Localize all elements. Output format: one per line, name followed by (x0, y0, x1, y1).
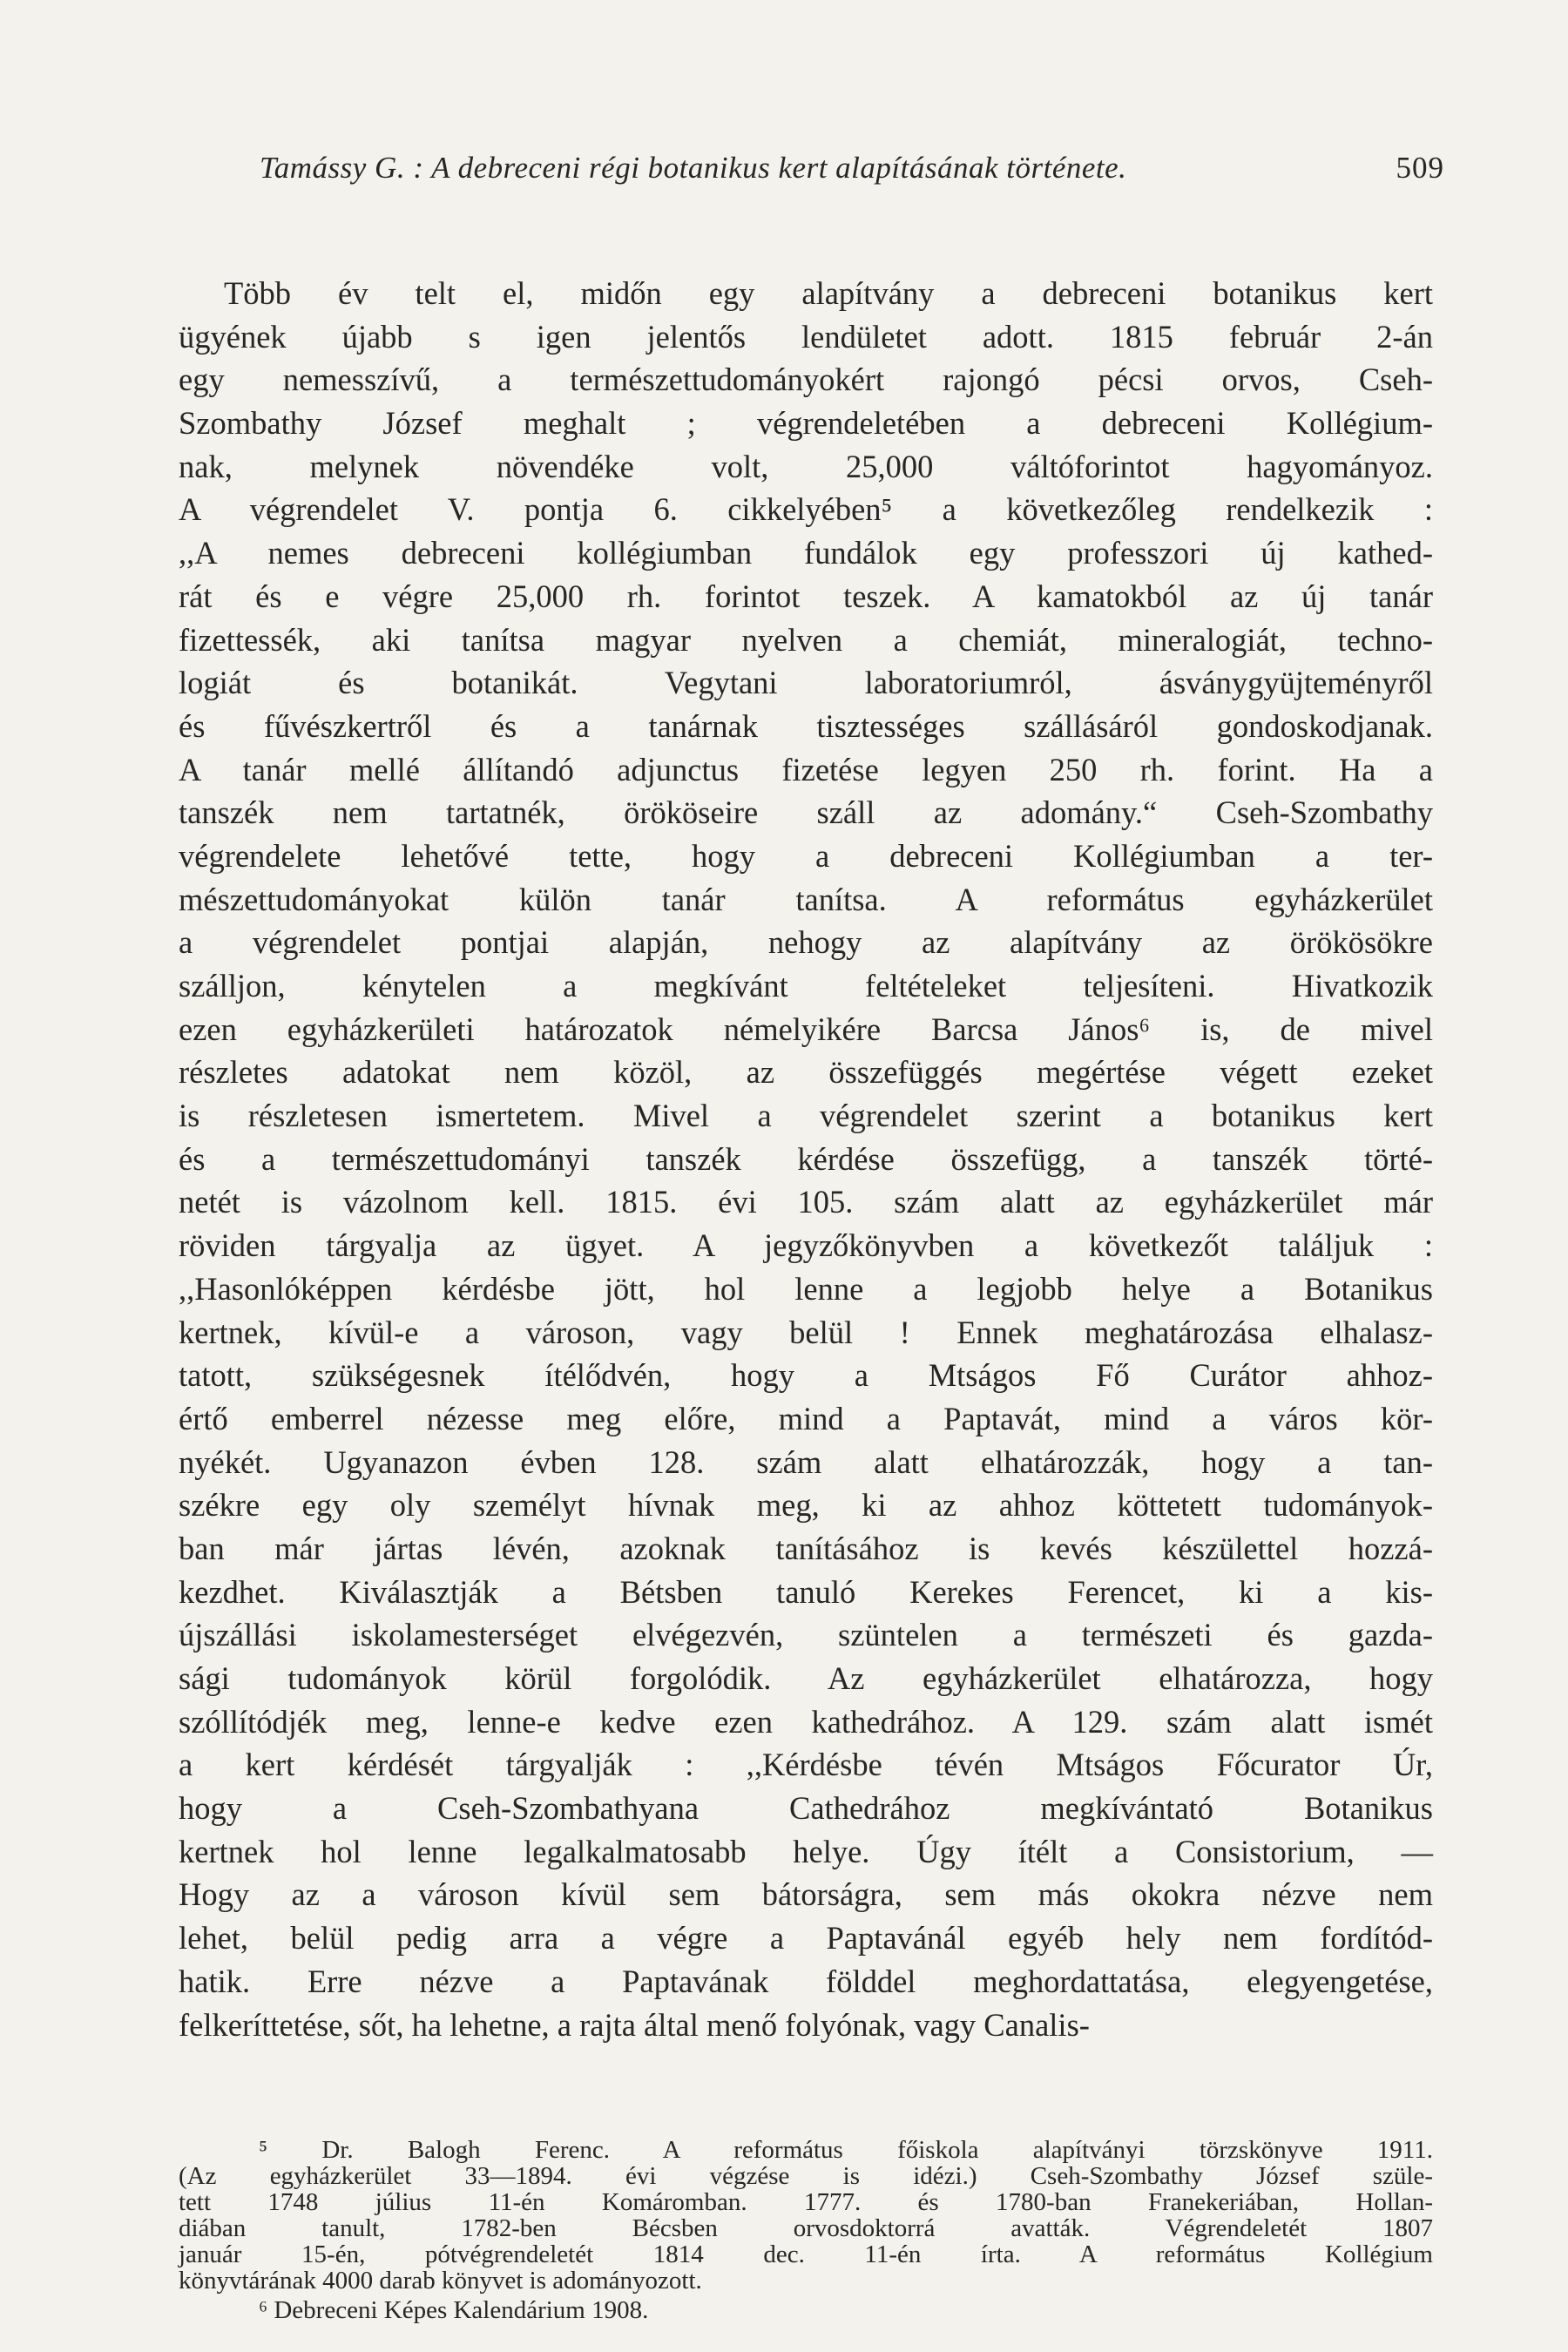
footnote-line: (Az egyházkerület 33—1894. évi végzése is idézi.) Cseh-Szombathy József szüle- (179, 2162, 1433, 2190)
text-line: sági tudományok körül forgolódik. Az egyházkerület elhatározza, hogy (179, 1660, 1433, 1696)
text-line: szóllítódjék meg, lenne-e kedve ezen kathedrához. A 129. szám alatt ismét (179, 1703, 1433, 1740)
text-line: kertnek hol lenne legalkalmatosabb helye. Úgy ítélt a Consistorium, — (179, 1833, 1433, 1869)
footnote-line: ⁶ Debreceni Képes Kalendárium 1908. (259, 2296, 649, 2324)
text-line: részletes adatokat nem közöl, az összefüggés megértése végett ezeket (179, 1054, 1433, 1091)
body-paragraph (179, 272, 1433, 2046)
text-line: lehet, belül pedig arra a végre a Paptavánál egyéb hely nem fordítód- (179, 1920, 1433, 1957)
text-line: székre egy oly személyt hívnak meg, ki az ahhoz köttetett tudományok- (179, 1487, 1433, 1524)
text-line: A tanár mellé állítandó adjunctus fizetése legyen 250 rh. forint. Ha a (179, 751, 1433, 787)
text-line: kertnek, kívül-e a városon, vagy belül ! Ennek meghatározása elhalasz- (179, 1314, 1433, 1350)
text-line: is részletesen ismertetem. Mivel a végrendelet szerint a botanikus kert (179, 1098, 1433, 1134)
text-line: röviden tárgyalja az ügyet. A jegyzőkönyvben a következőt találjuk : (179, 1227, 1433, 1264)
footnote-line: diában tanult, 1782-ben Bécsben orvosdoktorrá avatták. Végrendeletét 1807 (179, 2214, 1433, 2242)
text-line: hatik. Erre nézve a Paptavának földdel meghordattatása, elegyengetése, (179, 1963, 1433, 1999)
page-number: 509 (1396, 151, 1444, 185)
text-line: Szombathy József meghalt ; végrendeletében a debreceni Kollégium- (179, 405, 1433, 442)
text-line: és a természettudományi tanszék kérdése összefügg, a tanszék törté- (179, 1140, 1433, 1177)
text-line: tatott, szükségesnek ítélődvén, hogy a Mtságos Fő Curátor ahhoz- (179, 1357, 1433, 1394)
text-line: ban már jártas lévén, azoknak tanításához is kevés készülettel hozzá- (179, 1530, 1433, 1566)
text-line: nyékét. Ugyanazon évben 128. szám alatt elhatározzák, hogy a tan- (179, 1443, 1433, 1480)
text-line: ügyének újabb s igen jelentős lendületet adott. 1815 február 2-án (179, 318, 1433, 355)
footnotes (179, 2137, 1433, 2323)
text-line: Több év telt el, midőn egy alapítvány a debreceni botanikus kert (224, 275, 1433, 311)
footnote-line: tett 1748 július 11-én Komáromban. 1777. és 1780-ban Franekeriában, Hollan- (179, 2188, 1433, 2216)
text-line: a kert kérdését tárgyalják : ,,Kérdésbe tévén Mtságos Főcurator Úr, (179, 1747, 1433, 1783)
running-header (260, 148, 1444, 188)
text-line: ezen egyházkerületi határozatok némelyikére Barcsa János⁶ is, de mivel (179, 1010, 1433, 1047)
running-title: Tamássy G. : A debreceni régi botanikus kert alapításának története. (260, 151, 1127, 185)
text-line: hogy a Cseh-Szombathyana Cathedrához megkívántató Botanikus (179, 1790, 1433, 1827)
text-line: Hogy az a városon kívül sem bátorságra, sem más okokra nézve nem (179, 1876, 1433, 1913)
footnote-5 (179, 2137, 1433, 2294)
footnote-6 (179, 2297, 1433, 2323)
text-line: újszállási iskolamesterséget elvégezvén, szüntelen a természeti és gazda- (179, 1617, 1433, 1653)
text-line: egy nemesszívű, a természettudományokért rajongó pécsi orvos, Cseh- (179, 362, 1433, 398)
text-line: felkeríttetése, sőt, ha lehetne, a rajta által menő folyónak, vagy Canalis- (179, 2006, 1090, 2043)
text-line: fizettessék, aki tanítsa magyar nyelven a chemiát, mineralogiát, techno- (179, 621, 1433, 658)
text-line: netét is vázolnom kell. 1815. évi 105. szám alatt az egyházkerület már (179, 1184, 1433, 1220)
text-line: szálljon, kénytelen a megkívánt feltételeket teljesíteni. Hivatkozik (179, 968, 1433, 1004)
footnote-line: január 15-én, pótvégrendeletét 1814 dec. 11-én írta. A református Kollégium (179, 2240, 1433, 2268)
footnote-line: könyvtárának 4000 darab könyvet is adományozott. (179, 2267, 702, 2295)
footnote-line: ⁵ Dr. Balogh Ferenc. A református főiskola alapítványi törzskönyve 1911. (259, 2136, 1433, 2164)
text-line: ,,A nemes debreceni kollégiumban fundálok egy professzori új kathed- (179, 535, 1433, 571)
text-line: A végrendelet V. pontja 6. cikkelyében⁵ a következőleg rendelkezik : (179, 491, 1433, 528)
text-line: nak, melynek növendéke volt, 25,000 váltóforintot hagyományoz. (179, 448, 1433, 484)
text-line: mészettudományokat külön tanár tanítsa. A református egyházkerület (179, 881, 1433, 917)
text-line: végrendelete lehetővé tette, hogy a debreceni Kollégiumban a ter- (179, 837, 1433, 874)
text-line: kezdhet. Kiválasztják a Bétsben tanuló Kerekes Ferencet, ki a kis- (179, 1573, 1433, 1610)
text-line: ,,Hasonlóképpen kérdésbe jött, hol lenne a legjobb helye a Botanikus (179, 1270, 1433, 1307)
text-line: a végrendelet pontjai alapján, nehogy az alapítvány az örökösökre (179, 924, 1433, 961)
text-line: és fűvészkertről és a tanárnak tisztességes szállásáról gondoskodjanak. (179, 707, 1433, 744)
text-line: rát és e végre 25,000 rh. forintot teszek. A kamatokból az új tanár (179, 578, 1433, 614)
text-line: értő emberrel nézesse meg előre, mind a Paptavát, mind a város kör- (179, 1400, 1433, 1436)
text-line: logiát és botanikát. Vegytani laboratoriumról, ásványgyüjteményről (179, 665, 1433, 701)
text-line: tanszék nem tartatnék, örököseire száll az adomány.“ Cseh-Szombathy (179, 794, 1433, 831)
